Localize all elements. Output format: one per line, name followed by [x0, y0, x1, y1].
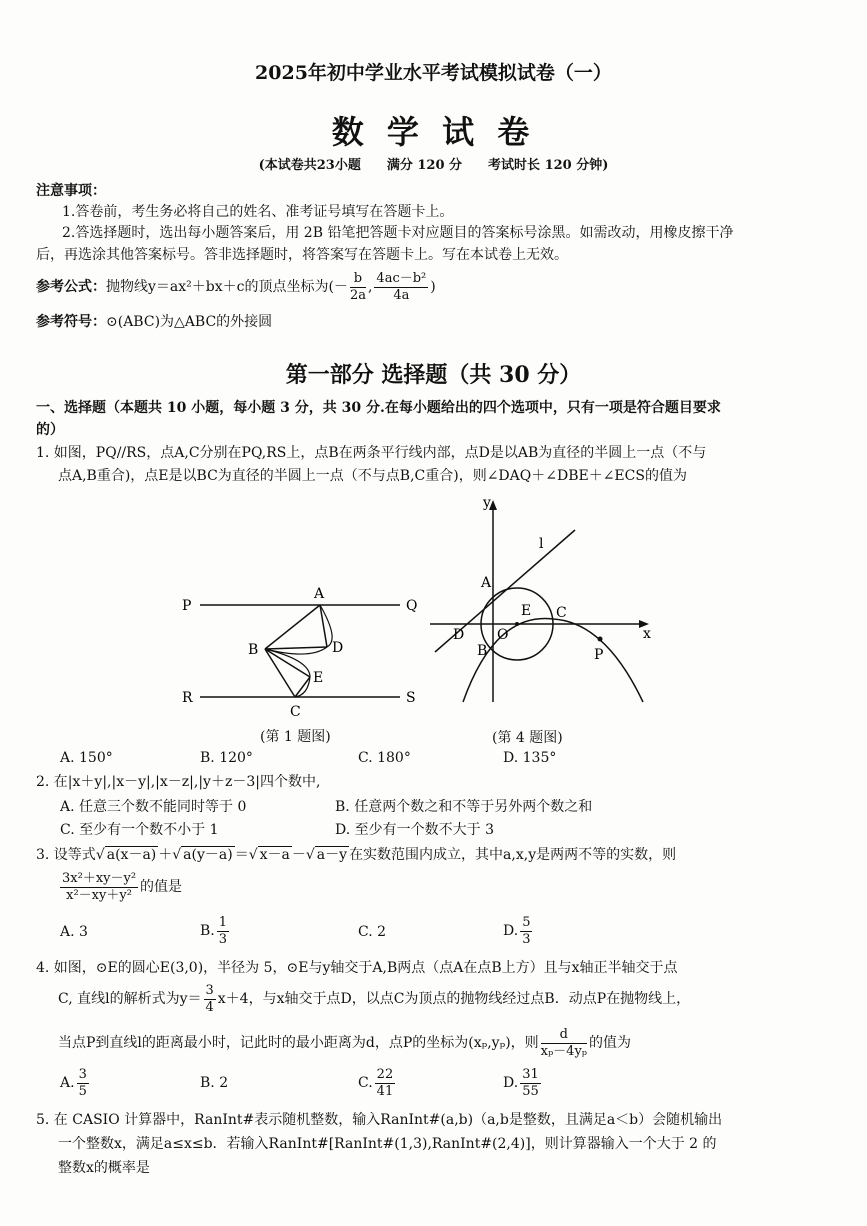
label-d: D [332, 640, 344, 656]
q1-line1: 1. 如图，PQ//RS，点A,C分别在PQ,RS上，点B在两条平行线内部，点D是以AB为直径的半圆上一点（不与 [36, 445, 707, 461]
notes-item2-line2: 后，再选涂其他答案标号。答非选择题时，将答案写在答题卡上。写在本试卷上无效。 [36, 247, 568, 263]
q1-option-b: B. 120° [200, 750, 253, 766]
q4-figure [425, 492, 665, 707]
q5-line2: 一个整数x，满足a≤x≤b．若输入RanInt#[RanInt#(1,3),RanInt#(2,4)]，则计算器输入一个大于 2 的 [58, 1136, 717, 1152]
formula-label: 参考公式： [36, 279, 106, 295]
label-e: E [313, 670, 324, 686]
q1-line2: 点A,B重合)，点E是以BC为直径的半圆上一点（不与点B,C重合)，则∠DAQ＋∠DBE＋∠ECS的值为 [58, 468, 687, 484]
q2-option-d: D. 至少有一个数不大于 3 [335, 822, 494, 838]
subject-title: 数 学 试 卷 [331, 113, 536, 151]
label-o: O [497, 627, 509, 643]
segment-bd [265, 647, 327, 649]
part1-title: 第一部分 选择题（共 30 分） [285, 362, 582, 388]
q4-option-d: D. $\frac{31}{55}$ [503, 1066, 539, 1099]
q3-option-d: D. $\frac{5}{3}$ [503, 914, 531, 947]
q4-option-c: C. $\frac{22}{41}$ [358, 1066, 394, 1099]
label-c4: C [556, 605, 567, 621]
q3-expression: $\frac{\text{3x²＋xy－y²}}{\text{x²－xy＋y²}}$ 的值是 [62, 870, 183, 903]
q4-line2: C, 直线l的解析式为y＝ $\frac{3}{4}$ x＋4，与x轴交于点D，以点C为顶点的抛物线经过点B．动点P在抛物线上， [58, 982, 691, 1015]
q4-option-b: B. 2 [200, 1075, 229, 1091]
q3-option-c: C. 2 [358, 924, 387, 940]
reference-symbol [36, 312, 272, 332]
formula-frac-1: $\frac{b}{2a}$ [349, 270, 366, 303]
q4-figure-caption: (第 4 题图) [492, 730, 563, 746]
q1-figure [170, 580, 430, 750]
notes-item1: 1.答卷前，考生务必将自己的姓名、准考证号填写在答题卡上。 [62, 204, 454, 220]
q3-option-b: B. $\frac{1}{3}$ [200, 914, 228, 947]
q4-line3: 当点P到直线l的距离最小时，记此时的最小距离为d，点P的坐标为(xₚ,yₚ)，则 $\frac{d}{\text{xₚ－4yₚ}}$ 的值为 [58, 1026, 632, 1059]
label-b4: B [477, 643, 488, 659]
q2-option-b: B. 任意两个数之和不等于另外两个数之和 [335, 799, 593, 815]
label-b: B [248, 642, 259, 658]
formula-frac-2: $\frac{\text{4ac－b²}}{4a}$ [376, 270, 427, 303]
notes-item2-line1: 2.答选择题时，选出每小题答案后，用 2B 铅笔把答题卡对应题目的答案标号涂黑。如需改动，用橡皮擦干净 [62, 225, 734, 241]
exam-title: 2025年初中学业水平考试模拟试卷（一） [255, 62, 612, 84]
q3-fraction: $\frac{\text{3x²＋xy－y²}}{\text{x²－xy＋y²}}$ [62, 870, 137, 903]
q1-option-a: A. 150° [60, 750, 113, 766]
q1-option-d: D. 135° [503, 750, 557, 766]
q2-stem: 2. 在|x＋y|,|x－y|,|x－z|,|y＋z－3|四个数中, [36, 774, 321, 790]
q4-line1: 4. 如图，⊙E的圆心E(3,0)，半径为 5，⊙E与y轴交于A,B两点（点A在点B上方）且与x轴正半轴交于点 [36, 960, 678, 976]
label-d4: D [453, 627, 465, 643]
q2-option-c: C. 至少有一个数不小于 1 [60, 822, 219, 838]
q5-line3: 整数x的概率是 [58, 1160, 150, 1176]
q5-line1: 5. 在 CASIO 计算器中，RanInt#表示随机整数，输入RanInt#(a,b)（a,b是整数，且满足a＜b）会随机输出 [36, 1112, 723, 1128]
q3-stem: 3. 设等式√ a(x－a) ＋√ a(y－a) ＝√ x－a －√ a－y 在实数范围内成立，其中a,x,y是两两不等的实数，则 [36, 847, 677, 863]
symbol-text: ⊙(ABC)为△ABC的外接圆 [106, 314, 273, 330]
exam-info: (本试卷共23小题 满分 120 分 考试时长 120 分钟) [258, 158, 609, 173]
label-l: l [539, 536, 544, 552]
notes-heading: 注意事项： [36, 183, 106, 199]
segment-ab [265, 605, 320, 649]
label-x: x [643, 626, 651, 642]
label-a: A [314, 586, 325, 602]
label-r: R [182, 690, 193, 706]
label-y: y [483, 495, 491, 511]
label-c: C [290, 704, 301, 720]
q3-option-a: A. 3 [60, 924, 88, 940]
label-p: P [182, 598, 192, 614]
segment-bc [265, 649, 295, 697]
symbol-label: 参考符号： [36, 314, 106, 330]
part1-instruction-line1: 一、选择题（本题共 10 小题，每小题 3 分，共 30 分.在每小题给出的四个选项中，只有一项是符合题目要求 [36, 400, 721, 416]
label-e4: E [521, 603, 532, 619]
q4-option-a: A. $\frac{3}{5}$ [60, 1066, 87, 1099]
label-q: Q [406, 598, 418, 614]
q1-option-c: C. 180° [358, 750, 411, 766]
label-p4: P [594, 647, 604, 663]
q1-figure-caption: (第 1 题图) [260, 729, 331, 745]
q2-option-a: A. 任意三个数不能同时等于 0 [60, 799, 247, 815]
label-a4: A [481, 575, 492, 591]
part1-instruction-line2: 的） [36, 422, 64, 438]
reference-formula: 参考公式：抛物线y＝ax²＋bx＋c的顶点坐标为(－ $\frac{b}{2a}$ , $\frac{\text{4ac－b²}}{4a}$ ) [36, 270, 436, 303]
formula-text: 抛物线y＝ax²＋bx＋c的顶点坐标为(－ [106, 279, 348, 295]
label-s: S [406, 690, 416, 706]
